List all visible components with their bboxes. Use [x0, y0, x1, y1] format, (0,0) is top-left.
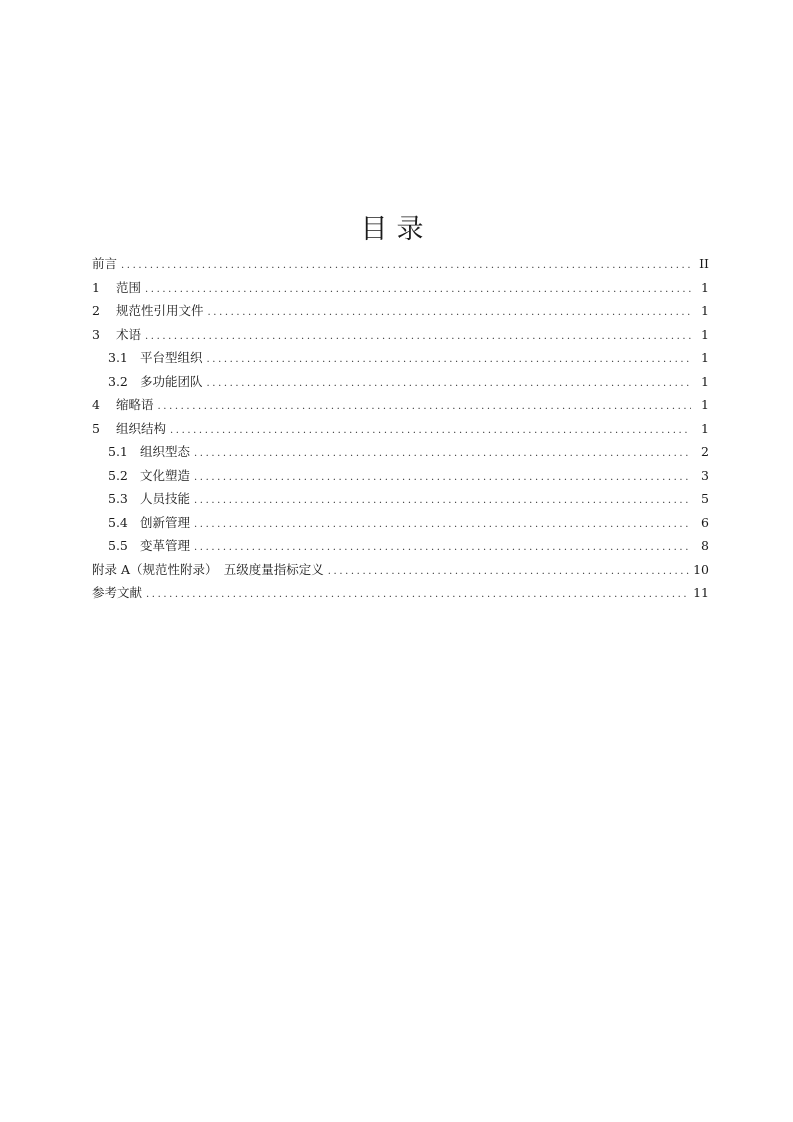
toc-leader-dots — [208, 301, 691, 325]
toc-entry-terms[interactable] — [92, 323, 712, 347]
toc-entry-number: 1 — [92, 279, 100, 295]
toc-leader-dots — [145, 278, 691, 302]
toc-entry-page: 1 — [701, 420, 709, 436]
toc-entry-preface[interactable] — [92, 252, 712, 276]
toc-entry-normative-references[interactable] — [92, 299, 712, 323]
toc-entry-label: 文化塑造 — [140, 467, 191, 483]
toc-entry-page: 3 — [701, 467, 709, 483]
toc-leader-dots — [194, 466, 691, 490]
table-of-contents — [92, 252, 712, 605]
toc-title: 目录 — [360, 214, 433, 245]
toc-entry-page: 10 — [693, 561, 709, 577]
toc-entry-appendix-a[interactable] — [92, 558, 712, 582]
toc-entry-number: 5.3 — [108, 491, 128, 506]
toc-entry-label: 术语 — [116, 326, 142, 342]
toc-entry-page: 1 — [701, 350, 709, 365]
toc-entry-page: 2 — [701, 444, 709, 459]
toc-entry-number: 2 — [92, 303, 100, 318]
toc-entry-label: 创新管理 — [140, 514, 191, 530]
toc-leader-dots — [194, 442, 691, 466]
toc-entry-page: 1 — [701, 397, 709, 412]
toc-entry-number: 5.1 — [108, 444, 128, 459]
toc-leader-dots — [170, 419, 691, 443]
toc-leader-dots — [207, 372, 691, 396]
toc-leader-dots — [146, 583, 689, 607]
toc-entry-label: 前言 — [92, 256, 118, 271]
toc-entry-number: 5.2 — [108, 467, 128, 483]
toc-entry-label: 附录 A（规范性附录） 五级度量指标定义 — [92, 561, 324, 577]
toc-entry-personnel-skills[interactable] — [92, 487, 712, 511]
toc-entry-label: 规范性引用文件 — [116, 303, 204, 318]
toc-leader-dots — [328, 560, 689, 584]
toc-entry-page: 8 — [701, 538, 709, 553]
toc-entry-number: 5 — [92, 420, 100, 436]
toc-entry-label: 缩略语 — [116, 397, 154, 412]
toc-entry-page: 1 — [701, 326, 709, 342]
toc-entry-label: 组织型态 — [140, 444, 191, 459]
toc-entry-label: 参考文献 — [92, 585, 143, 600]
toc-entry-page: 1 — [701, 303, 709, 318]
toc-leader-dots — [158, 395, 691, 419]
toc-entry-references[interactable] — [92, 581, 712, 605]
toc-entry-abbreviations[interactable] — [92, 393, 712, 417]
toc-entry-platform-organization[interactable] — [92, 346, 712, 370]
toc-entry-page: 11 — [693, 585, 709, 600]
toc-entry-scope[interactable] — [92, 276, 712, 300]
toc-entry-page: 1 — [701, 279, 709, 295]
toc-entry-page: 5 — [701, 491, 709, 506]
toc-entry-cross-functional-team[interactable] — [92, 370, 712, 394]
toc-entry-innovation-management[interactable] — [92, 511, 712, 535]
toc-entry-label: 组织结构 — [116, 420, 167, 436]
toc-leader-dots — [194, 536, 691, 560]
toc-entry-culture-shaping[interactable] — [92, 464, 712, 488]
toc-entry-page: 6 — [701, 514, 709, 530]
toc-entry-change-management[interactable] — [92, 534, 712, 558]
toc-entry-number: 3 — [92, 326, 100, 342]
toc-entry-number: 3.1 — [108, 350, 128, 365]
toc-leader-dots — [194, 489, 691, 513]
toc-leader-dots — [194, 513, 691, 537]
toc-entry-number: 5.5 — [108, 538, 128, 553]
toc-leader-dots — [207, 348, 691, 372]
toc-entry-page: 1 — [701, 373, 709, 389]
toc-entry-label: 范围 — [116, 279, 142, 295]
toc-entry-label: 平台型组织 — [140, 350, 203, 365]
toc-entry-label: 变革管理 — [140, 538, 191, 553]
toc-entry-label: 多功能团队 — [140, 373, 203, 389]
toc-leader-dots — [145, 325, 691, 349]
toc-entry-number: 5.4 — [108, 514, 128, 530]
toc-entry-organization-structure[interactable] — [92, 417, 712, 441]
toc-leader-dots — [121, 254, 691, 278]
toc-entry-label: 人员技能 — [140, 491, 191, 506]
toc-entry-organization-form[interactable] — [92, 440, 712, 464]
toc-entry-number: 3.2 — [108, 373, 128, 389]
toc-entry-page: II — [699, 256, 709, 271]
toc-entry-number: 4 — [92, 397, 100, 412]
